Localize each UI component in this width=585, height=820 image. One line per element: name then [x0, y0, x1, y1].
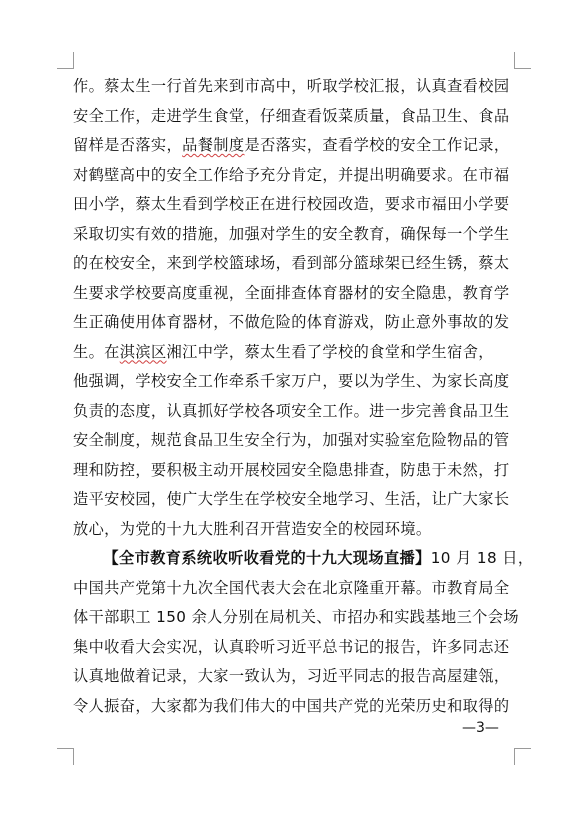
paragraph-line — [73, 131, 519, 161]
paragraph-line: 负责的态度，认真抓好学校各项安全工作。进一步完善食品卫生 — [73, 401, 510, 420]
paragraph-line: 体干部职工 150 余人分别在局机关、市招办和实践基地三个会场 — [73, 608, 519, 626]
section-heading-line — [73, 544, 534, 574]
line-text: 是否落实，查看学校的安全工作记录， — [244, 136, 510, 154]
bottom-right-margin-mark — [514, 748, 531, 765]
line-text: 10 月 18 日， — [430, 549, 534, 567]
page-number: —3— — [462, 720, 499, 736]
section-heading: 【全市教育系统收听收看党的十九大现场直播】 — [103, 549, 431, 567]
line-text: 留样是否落实， — [73, 136, 183, 154]
paragraph-line: 对鹤壁高中的安全工作给予充分肯定，并提出明确要求。在市福 — [73, 165, 510, 184]
paragraph-line: 令人振奋，大家都为我们伟大的中国共产党的光荣历史和取得的 — [73, 696, 510, 715]
paragraph-line: 理和防控，要积极主动开展校园安全隐患排查，防患于未然，打 — [73, 460, 510, 479]
bottom-left-margin-mark — [57, 748, 74, 765]
paragraph-line: 生要求学校要高度重视，全面排查体育器材的安全隐患，教育学 — [73, 283, 510, 302]
paragraph-line: 认真地做着记录，大家一致认为，习近平同志的报告高屋建瓴， — [73, 667, 510, 685]
paragraph-line — [73, 338, 519, 368]
paragraph-line: 中国共产党第十九次全国代表大会在北京隆重开幕。市教育局全 — [73, 578, 510, 597]
paragraph-line: 安全工作，走进学生食堂，仔细查看饭菜质量，食品卫生、食品 — [73, 106, 510, 125]
paragraph-line: 采取切实有效的措施，加强对学生的安全教育，确保每一个学生 — [73, 224, 510, 243]
paragraph-line: 造平安校园，使广大学生在学校安全地学习、生活，让广大家长 — [73, 490, 510, 508]
paragraph-line: 的在校安全，来到学校篮球场，看到部分篮球架已经生锈，蔡太 — [73, 254, 510, 272]
paragraph-line: 放心，为党的十九大胜利召开营造安全的校园环境。 — [73, 519, 432, 538]
paragraph-line: 生正确使用体育器材，不做危险的体育游戏，防止意外事故的发 — [73, 313, 510, 331]
paragraph-line: 安全制度，规范食品卫生安全行为，加强对实验室危险物品的管 — [73, 431, 510, 449]
spellcheck-flagged-text[interactable]: 品餐制度 — [182, 136, 245, 154]
line-text: 生。在 — [73, 342, 120, 361]
document-body[interactable] — [73, 72, 534, 721]
top-left-margin-mark — [57, 52, 74, 69]
top-right-margin-mark — [514, 52, 531, 69]
paragraph-line: 作。蔡太生一行首先来到市高中，听取学校汇报，认真查看校园 — [73, 77, 510, 95]
paragraph-line: 他强调，学校安全工作牵系千家万户，要以为学生、为家长高度 — [73, 372, 510, 390]
paragraph-line: 田小学，蔡太生看到学校正在进行校园改造，要求市福田小学要 — [73, 195, 510, 213]
paragraph-line: 集中收看大会实况，认真聆听习近平总书记的报告，许多同志还 — [73, 637, 510, 656]
line-text: 湘江中学，蔡太生看了学校的食堂和学生宿舍， — [166, 342, 494, 361]
spellcheck-flagged-text[interactable]: 淇滨区 — [119, 342, 167, 361]
